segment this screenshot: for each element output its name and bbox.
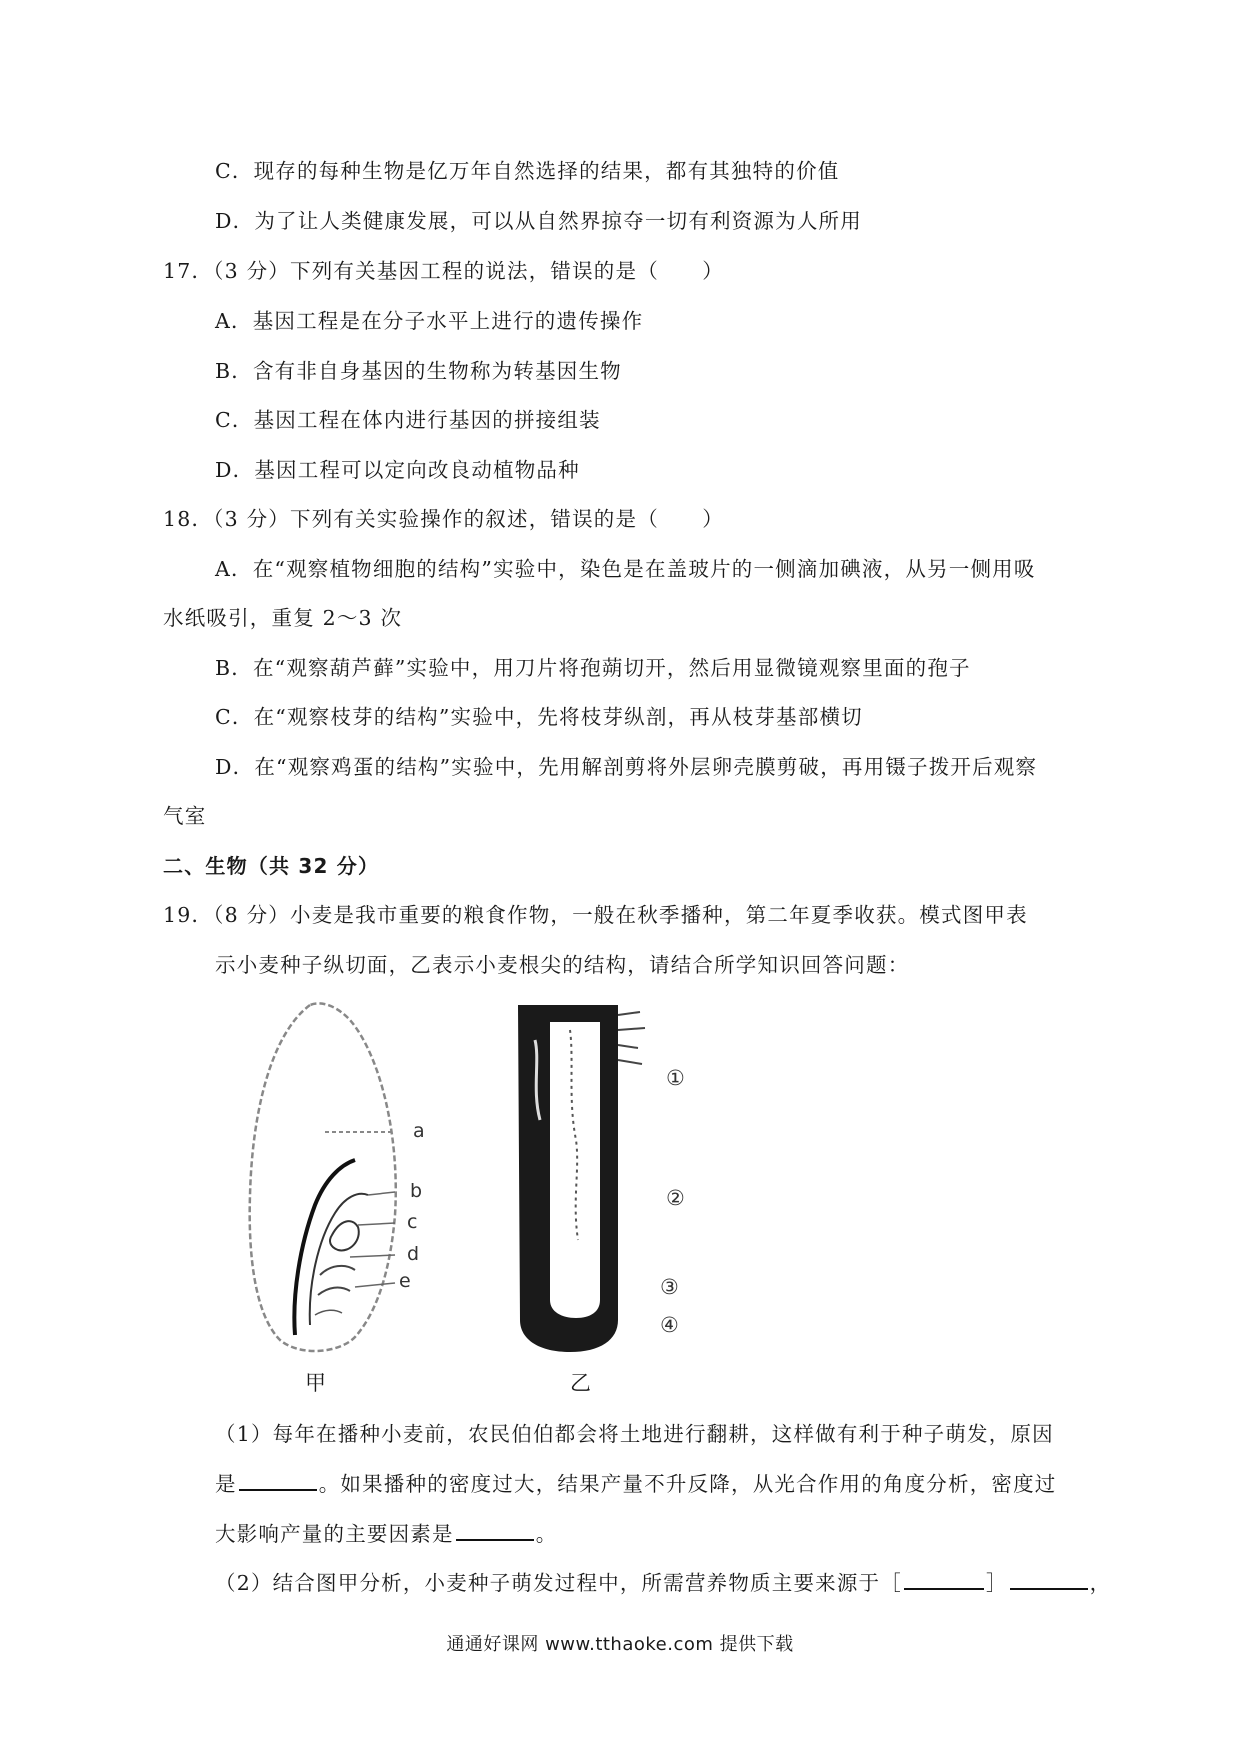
figure-yi-caption: 乙: [570, 1371, 591, 1395]
answer-blank-2[interactable]: [456, 1519, 534, 1541]
section-heading: 二、生物（共 32 分）: [163, 854, 380, 878]
label-2: ②: [666, 1186, 685, 1210]
label-1: ①: [666, 1066, 685, 1090]
sub-question-2-text-c: ，: [1089, 1571, 1112, 1595]
sub-question-1-text-a: 是: [215, 1472, 237, 1496]
q18-option-b: B．在“观察葫芦藓”实验中，用刀片将孢蒴切开，然后用显微镜观察里面的孢子: [215, 656, 971, 680]
q18-option-a-line2: 水纸吸引，重复 2～3 次: [163, 606, 403, 630]
q17-option-c: C．基因工程在体内进行基因的拼接组装: [215, 408, 601, 432]
sub-question-1-text-b: 。如果播种的密度过大，结果产量不升反降，从光合作用的角度分析，密度过: [318, 1472, 1057, 1496]
q16-option-c: C．现存的每种生物是亿万年自然选择的结果，都有其独特的价值: [215, 159, 840, 183]
sub-question-2-line1: [215, 1568, 1111, 1597]
q18-stem: 18．（3 分）下列有关实验操作的叙述，错误的是（ ）: [163, 507, 724, 531]
q19-stem-line1: 19．（8 分）小麦是我市重要的粮食作物，一般在秋季播种，第二年夏季收获。模式图甲表: [163, 903, 1028, 927]
sub-question-2-text-b: ］: [985, 1571, 1008, 1595]
answer-blank-4[interactable]: [1010, 1568, 1088, 1590]
q17-stem: 17．（3 分）下列有关基因工程的说法，错误的是（ ）: [163, 259, 724, 283]
sub-question-1-line2: [215, 1469, 1057, 1498]
page-footer: 通通好课网 www.tthaoke.com 提供下载: [446, 1634, 794, 1655]
q19-stem-line2: 示小麦种子纵切面，乙表示小麦根尖的结构，请结合所学知识回答问题：: [215, 953, 910, 977]
label-4: ④: [660, 1313, 679, 1337]
q18-option-c: C．在“观察枝芽的结构”实验中，先将枝芽纵剖，再从枝芽基部横切: [215, 705, 863, 729]
answer-blank-3[interactable]: [904, 1568, 984, 1590]
sub-question-1-text-d: 。: [535, 1522, 558, 1546]
sub-question-1-line1: （1）每年在播种小麦前，农民伯伯都会将土地进行翻耕，这样做有利于种子萌发，原因: [215, 1422, 1054, 1446]
label-3: ③: [660, 1275, 679, 1299]
figure-jia-caption: 甲: [305, 1371, 326, 1395]
q17-option-b: B．含有非自身基因的生物称为转基因生物: [215, 359, 622, 383]
label-e: e: [399, 1270, 411, 1292]
q18-option-d-line2: 气室: [163, 804, 207, 828]
label-d: d: [407, 1243, 420, 1265]
q16-option-d: D．为了让人类健康发展，可以从自然界掠夺一切有利资源为人所用: [215, 209, 862, 233]
label-c: c: [407, 1211, 418, 1233]
label-a: a: [413, 1120, 425, 1142]
q17-option-d: D．基因工程可以定向改良动植物品种: [215, 458, 580, 482]
q18-option-d-line1: D．在“观察鸡蛋的结构”实验中，先用解剖剪将外层卵壳膜剪破，再用镊子拨开后观察: [215, 755, 1038, 779]
sub-question-2-text-a: （2）结合图甲分析，小麦种子萌发过程中，所需营养物质主要来源于［: [215, 1571, 902, 1595]
sub-question-1-line3: [215, 1519, 557, 1548]
label-b: b: [410, 1180, 423, 1202]
sub-question-1-text-c: 大影响产量的主要因素是: [215, 1522, 454, 1546]
wheat-seed-diagram: [240, 995, 460, 1365]
answer-blank-1[interactable]: [239, 1469, 317, 1491]
q17-option-a: A．基因工程是在分子水平上进行的遗传操作: [215, 309, 644, 333]
root-tip-diagram: [510, 1000, 660, 1355]
q18-option-a-line1: A．在“观察植物细胞的结构”实验中，染色是在盖玻片的一侧滴加碘液，从另一侧用吸: [215, 557, 1036, 581]
